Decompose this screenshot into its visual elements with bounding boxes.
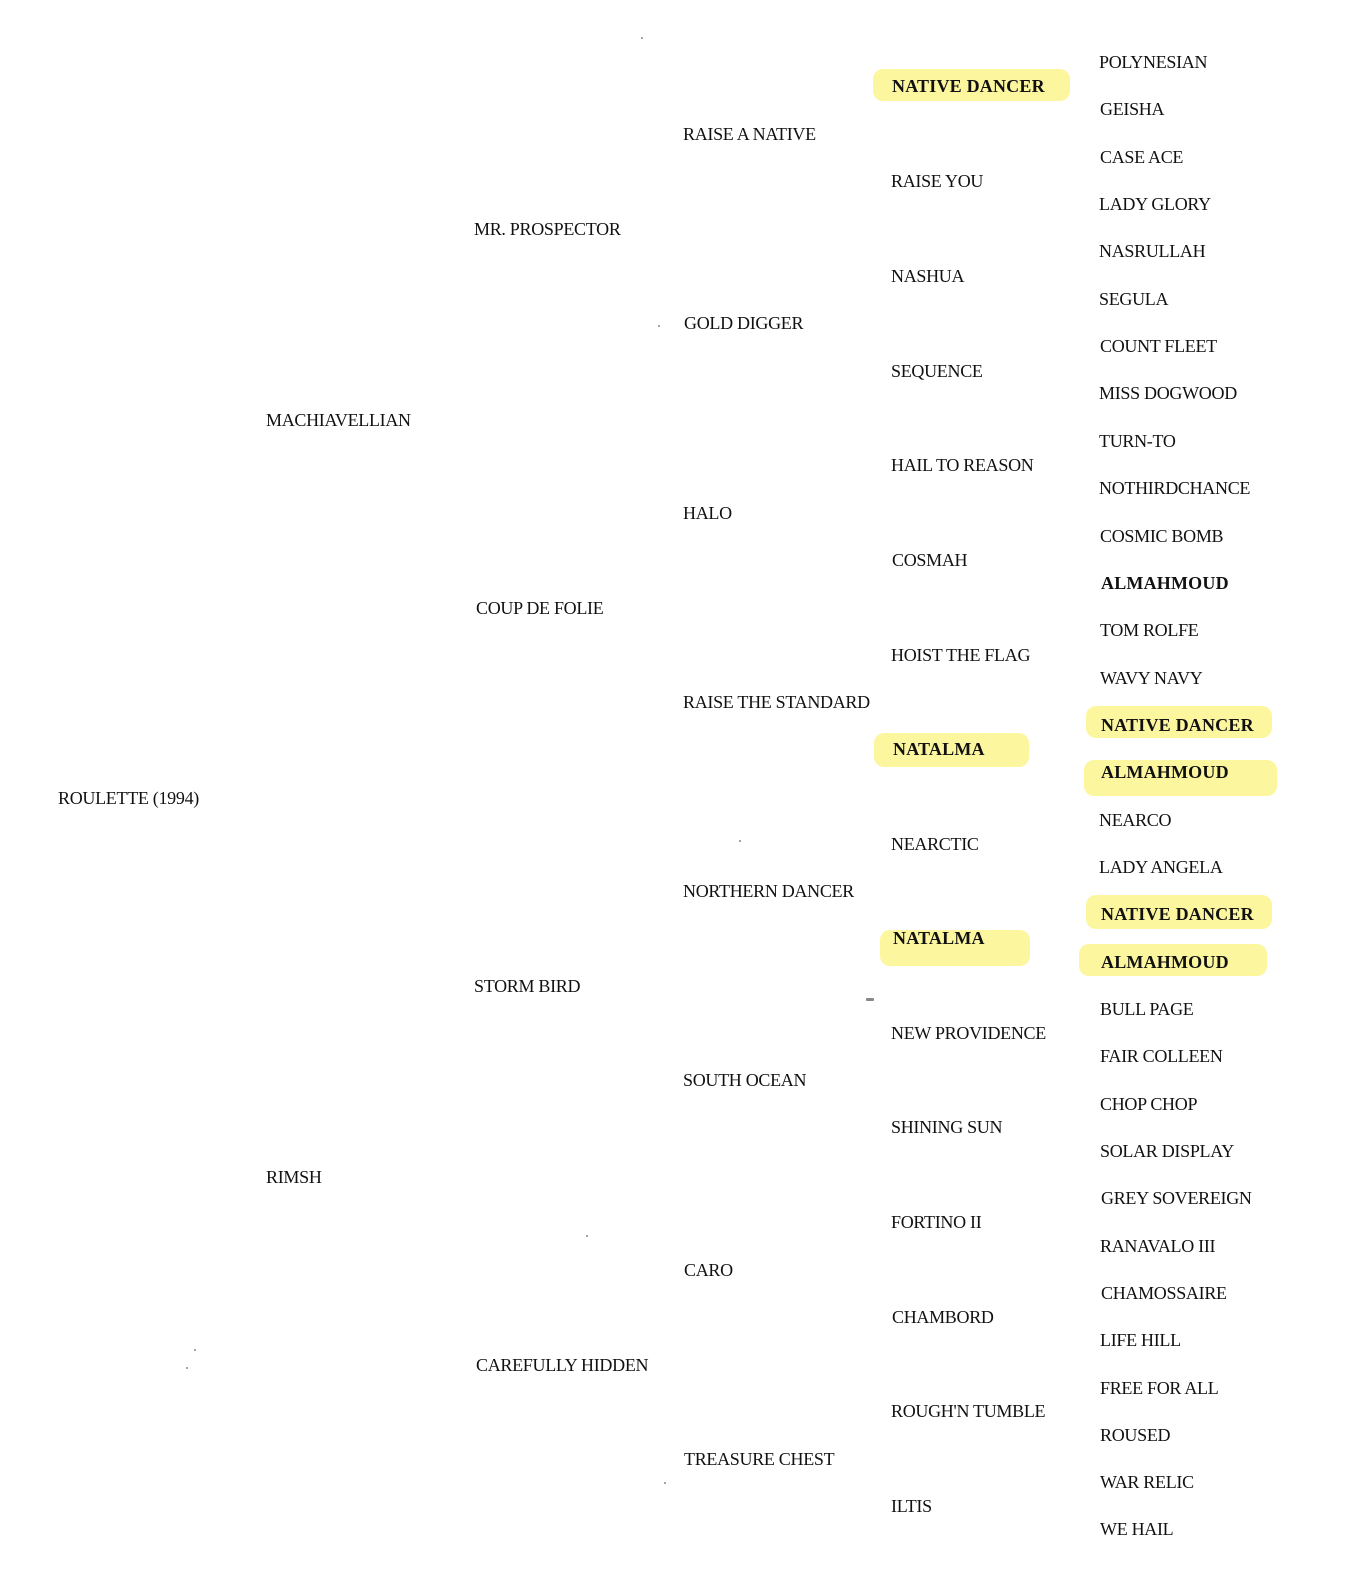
great-grandparent: RAISE A NATIVE: [683, 124, 816, 144]
g4-ancestor: SHINING SUN: [891, 1117, 1003, 1137]
g5-ancestor: WAR RELIC: [1100, 1472, 1194, 1492]
g5-ancestor: TOM ROLFE: [1100, 620, 1199, 640]
g5-ancestor: RANAVALO III: [1100, 1236, 1216, 1256]
g5-ancestor: CHOP CHOP: [1100, 1094, 1198, 1114]
g5-ancestor: SEGULA: [1099, 289, 1169, 309]
g4-ancestor: CHAMBORD: [892, 1307, 994, 1327]
scan-speck: [194, 1349, 196, 1351]
g5-ancestor: SOLAR DISPLAY: [1100, 1141, 1234, 1161]
g4-ancestor: SEQUENCE: [891, 361, 983, 381]
g4-ancestor: ROUGH'N TUMBLE: [891, 1401, 1046, 1421]
grandparent: CAREFULLY HIDDEN: [476, 1355, 649, 1375]
great-grandparent: CARO: [684, 1260, 733, 1280]
scan-speck: [641, 37, 643, 39]
g5-ancestor: WE HAIL: [1100, 1519, 1174, 1539]
g5-ancestor: LADY ANGELA: [1099, 857, 1223, 877]
g5-ancestor: ALMAHMOUD: [1101, 952, 1229, 972]
g5-ancestor: CASE ACE: [1100, 147, 1184, 167]
g5-ancestor: COUNT FLEET: [1100, 336, 1217, 356]
g4-ancestor: NATALMA: [893, 928, 985, 948]
great-grandparent: GOLD DIGGER: [684, 313, 804, 333]
scan-speck: [664, 1482, 666, 1484]
dam: RIMSH: [266, 1167, 322, 1187]
great-grandparent: RAISE THE STANDARD: [683, 692, 870, 712]
g5-ancestor: NATIVE DANCER: [1101, 715, 1254, 735]
great-grandparent: SOUTH OCEAN: [683, 1070, 807, 1090]
g5-ancestor: WAVY NAVY: [1100, 668, 1203, 688]
g4-ancestor: NEARCTIC: [891, 834, 979, 854]
scan-speck: [186, 1367, 188, 1369]
g5-ancestor: LIFE HILL: [1100, 1330, 1181, 1350]
g5-ancestor: GEISHA: [1100, 99, 1165, 119]
g5-ancestor: NASRULLAH: [1099, 241, 1206, 261]
g5-ancestor: MISS DOGWOOD: [1099, 383, 1237, 403]
scan-speck: [866, 998, 874, 1001]
g5-ancestor: NOTHIRDCHANCE: [1099, 478, 1251, 498]
g5-ancestor: FREE FOR ALL: [1100, 1378, 1219, 1398]
g5-ancestor: LADY GLORY: [1099, 194, 1211, 214]
g4-ancestor: NATIVE DANCER: [892, 76, 1045, 96]
g5-ancestor: POLYNESIAN: [1099, 52, 1208, 72]
g4-ancestor: HOIST THE FLAG: [891, 645, 1031, 665]
g4-ancestor: RAISE YOU: [891, 171, 984, 191]
scan-speck: [739, 840, 741, 842]
grandparent: STORM BIRD: [474, 976, 581, 996]
g4-ancestor: FORTINO II: [891, 1212, 982, 1232]
grandparent: COUP DE FOLIE: [476, 598, 604, 618]
g5-ancestor: FAIR COLLEEN: [1100, 1046, 1223, 1066]
g4-ancestor: HAIL TO REASON: [891, 455, 1034, 475]
great-grandparent: HALO: [683, 503, 732, 523]
scan-speck: [658, 325, 660, 327]
g4-ancestor: COSMAH: [892, 550, 968, 570]
g5-ancestor: NATIVE DANCER: [1101, 904, 1254, 924]
g5-ancestor: ROUSED: [1100, 1425, 1171, 1445]
g5-ancestor: BULL PAGE: [1100, 999, 1194, 1019]
g5-ancestor: ALMAHMOUD: [1101, 762, 1229, 782]
g5-ancestor: NEARCO: [1099, 810, 1172, 830]
grandparent: MR. PROSPECTOR: [474, 219, 621, 239]
g5-ancestor: COSMIC BOMB: [1100, 526, 1224, 546]
great-grandparent: TREASURE CHEST: [684, 1449, 835, 1469]
g4-ancestor: NEW PROVIDENCE: [891, 1023, 1046, 1043]
sire: MACHIAVELLIAN: [266, 410, 411, 430]
g4-ancestor: NATALMA: [893, 739, 985, 759]
scan-speck: [586, 1235, 588, 1237]
g4-ancestor: NASHUA: [891, 266, 965, 286]
g4-ancestor: ILTIS: [891, 1496, 932, 1516]
g5-ancestor: TURN-TO: [1099, 431, 1176, 451]
great-grandparent: NORTHERN DANCER: [683, 881, 854, 901]
g5-ancestor: ALMAHMOUD: [1101, 573, 1229, 593]
g5-ancestor: CHAMOSSAIRE: [1101, 1283, 1227, 1303]
g5-ancestor: GREY SOVEREIGN: [1101, 1188, 1252, 1208]
subject-horse: ROULETTE (1994): [58, 788, 199, 808]
